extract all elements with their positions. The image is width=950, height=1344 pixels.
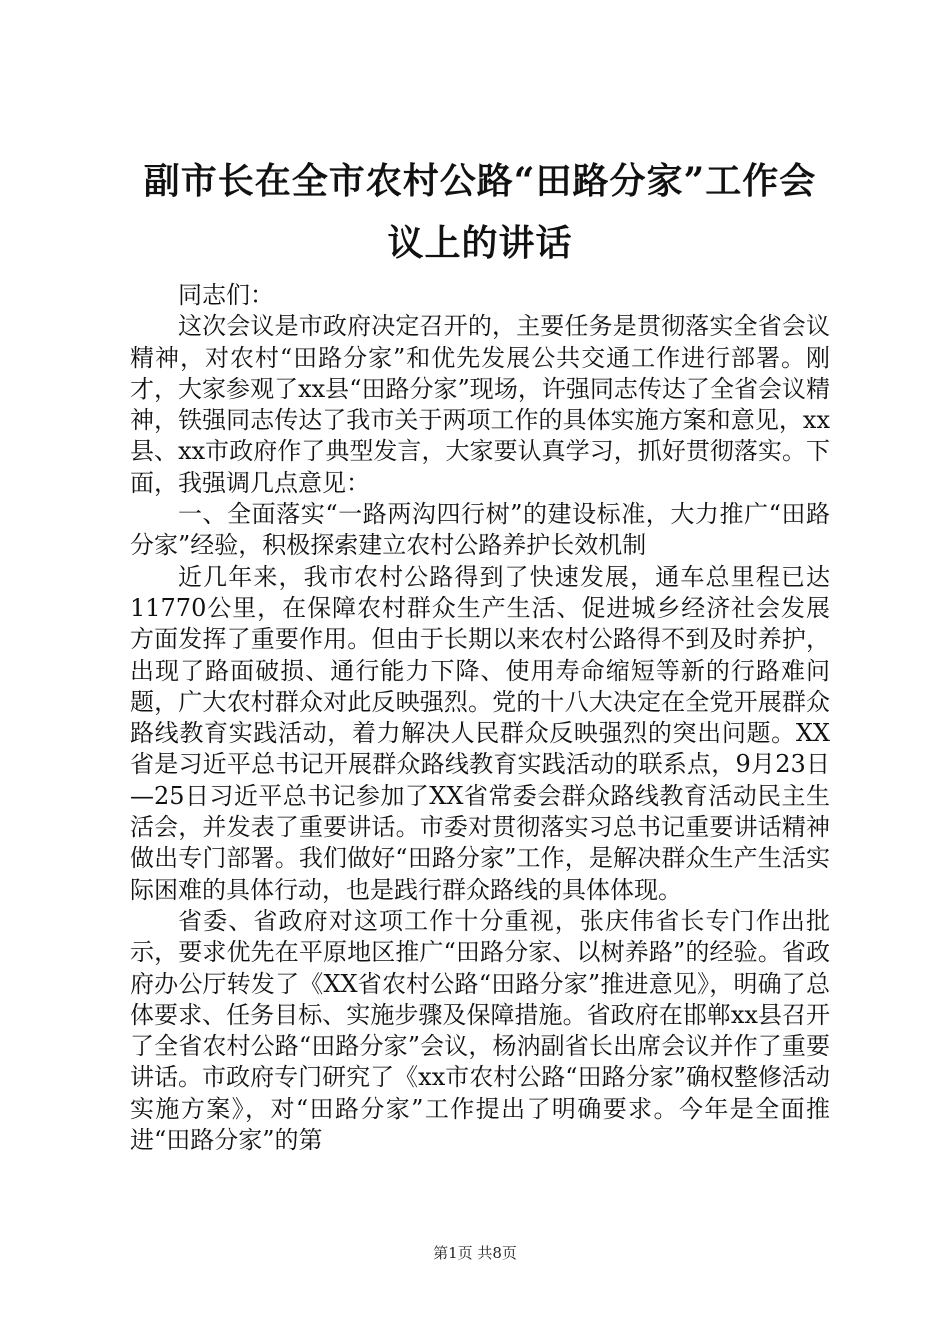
salutation: 同志们： bbox=[178, 281, 274, 309]
page-footer: 第1页 共8页 bbox=[433, 1244, 517, 1262]
paragraph-provincial: 省委、省政府对这项工作十分重视，张庆伟省长专门作出批示，要求优先在平原地区推广“田路分家、以树养路”的经验。省政府办公厅转发了《XX省农村公路“田路分家”推进意见》，明确了总体要求、任务目标、实施步骤及保障措施。省政府在邯郸xx县召开了全省农村公路“田路分家”会议，杨汭副省长出席会议并作了重要讲话。市政府专门研究了《xx市农村公路“田路分家”确权整修活动实施方案》，对“田路分家”工作提出了明确要求。今年是全面推进“田路分家”的第 bbox=[130, 906, 830, 1155]
document-title: 副市长在全市农村公路“田路分家”工作会议上的讲话 bbox=[143, 160, 817, 264]
section-heading-1: 一、全面落实“一路两沟四行树”的建设标准，大力推广“田路分家”经验，积极探索建立农村公路养护长效机制 bbox=[130, 500, 830, 560]
document-page bbox=[130, 150, 830, 1156]
paragraph-background: 近几年来，我市农村公路得到了快速发展，通车总里程已达11770公里，在保障农村群众生产生活、促进城乡经济社会发展方面发挥了重要作用。但由于长期以来农村公路得不到及时养护，出现了路面破损、通行能力下降、使用寿命缩短等新的行路难问题，广大农村群众对此反映强烈。党的十八大决定在全党开展群众路线教育实践活动，着力解决人民群众反映强烈的突出问题。XX省是习近平总书记开展群众路线教育实践活动的联系点，9月23日—25日习近平总书记参加了XX省常委会群众路线教育活动民主生活会，并发表了重要讲话。市委对贯彻落实习总书记重要讲话精神做出专门部署。我们做好“田路分家”工作，是解决群众生产生活实际困难的具体行动，也是践行群众路线的具体体现。 bbox=[130, 562, 830, 904]
document-body bbox=[130, 280, 830, 1156]
paragraph-intro: 这次会议是市政府决定召开的，主要任务是贯彻落实全省会议精神，对农村“田路分家”和优先发展公共交通工作进行部署。刚才，大家参观了xx县“田路分家”现场，许强同志传达了全省会议精神，铁强同志传达了我市关于两项工作的具体实施方案和意见，xx县、xx市政府作了典型发言，大家要认真学习，抓好贯彻落实。下面，我强调几点意见： bbox=[130, 312, 830, 497]
